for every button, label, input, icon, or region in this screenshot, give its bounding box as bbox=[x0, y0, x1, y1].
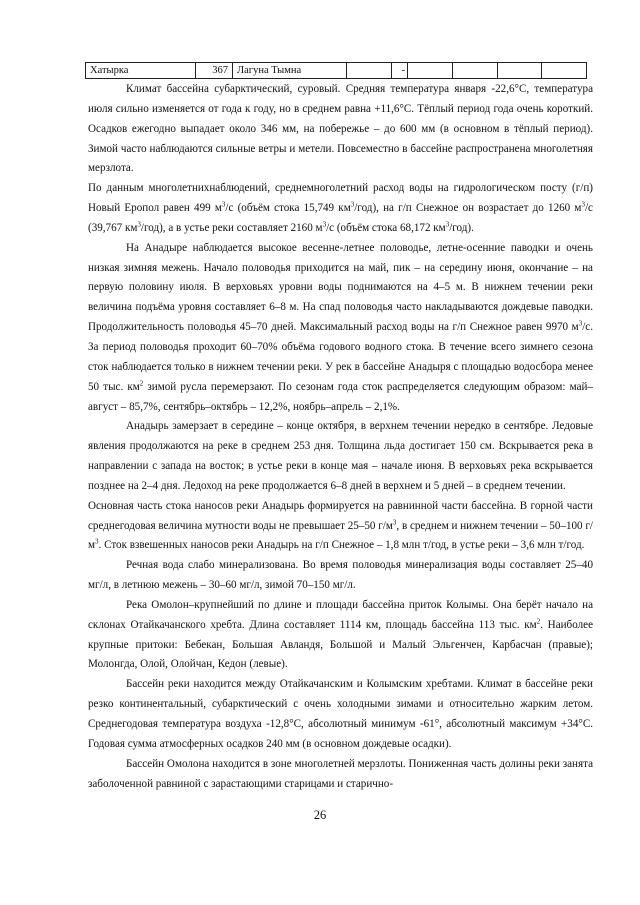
table-cell: - bbox=[391, 63, 407, 79]
paragraph: Основная часть стока наносов реки Анадырь формируется на равнинной части бассейна. В горной части среднегодовая величина мутности воды не превышает 25–50 $г/м^3$, в среднем и нижнем течении – 50–100 $г/м^3$. Сток взвешенных наносов реки Анадырь на г/п Снежное – 1,8 млн т/год, в устье реки – 3,6 млн т/год. bbox=[88, 499, 593, 552]
table-cell bbox=[408, 63, 453, 79]
body-text bbox=[88, 80, 593, 794]
paragraph: Бассейн Омолона находится в зоне многолетней мерзлоты. Пониженная часть долины реки занята заболоченной равниной с зарастающими старицами и старично- bbox=[88, 757, 593, 790]
paragraph: По данным многолетнихнаблюдений, среднемноголетний расход воды на гидрологическом посту (г/п) Новый Еропол равен 499 $м^3/с$ (объём стока 15,749 $км^3/год$), на г/п Снежное он возрастает до 1260 $м^3/с$ (39,767 $км^3/год$), а в устье реки составляет 2160 $м^3/с$ (объём стока 68,172 $км^3/год$). bbox=[88, 182, 593, 234]
paragraph: Река Омолон–крупнейший по длине и площади бассейна приток Колымы. Она берёт начало на склонах Отайкачанского хребта. Длина составляет 1114 км, площадь бассейна 113 тыс. $км^2$. Наиболее крупные притоки: Бебекан, Большая Авландя, Большой и Малый Эльгенчен, Карбасчан (правые); Молонгда, Олой, Олойчан, Кедон (левые). bbox=[88, 598, 593, 671]
paragraph: Речная вода слабо минерализована. Во время половодья минерализация воды составляет 25–40 мг/л, в летнюю межень – 30–60 мг/л, зимой 70–150 мг/л. bbox=[88, 559, 593, 592]
table-cell bbox=[497, 63, 542, 79]
paragraph: Бассейн реки находится между Отайкачанским и Колымским хребтами. Климат в бассейне реки резко континентальный, субарктический с очень холодными зимами и относительно жарким летом. Среднегодовая температура воздуха -12,8°С, абсолютный минимум -61°, абсолютный максимум +34°С. Годовая сумма атмосферных осадков 240 мм (в основном дождевые осадки). bbox=[88, 678, 593, 750]
table-row bbox=[86, 63, 587, 79]
paragraph: Климат бассейна субарктический, суровый. Средняя температура января -22,6°С, температура июля сильно изменяется от года к году, но в среднем равна +11,6°С. Тёплый период года очень короткий. Осадков ежегодно выпадает около 346 мм, на побережье – до 600 мм (в основном в тёплый период). Зимой часто наблюдаются сильные ветры и метели. Повсеместно в бассейне распространена многолетняя мерзлота. bbox=[88, 83, 593, 175]
data-table bbox=[85, 62, 587, 79]
paragraph: Анадырь замерзает в середине – конце октября, в верхнем течении нередко в сентябре. Ледовые явления продолжаются на реке в среднем 253 дня. Толщина льда достигает 150 см. Вскрывается река в направлении с запада на восток; в устье реки в конце мая – начале июня. В верховьях река вскрывается позднее на 2–4 дня. Ледоход на реке продолжается 6–8 дней в верхнем и 5 дней – в среднем течении. bbox=[88, 420, 593, 492]
table-cell: Хатырка bbox=[86, 63, 196, 79]
paragraph: На Анадыре наблюдается высокое весенне-летнее половодье, летне-осенние паводки и очень низкая зимняя межень. Начало половодья приходится на май, пик – на середину июня, окончание – на первую половину июля. В верховьях уровни воды поднимаются на 4–5 м. В нижнем течении реки величина подъёма уровня составляет 6–8 м. На спад половодья часто накладываются дождевые паводки. Продолжительность половодья 45–70 дней. Максимальный расход воды на г/п Снежное равен 9970 $м^3/с$. За период половодья проходит 60–70% объёма годового водного стока. В течение всего зимнего сезона сток наблюдается только в нижнем течении реки. У рек в бассейне Анадыря с площадью водосбора менее 50 тыс. $км^2$ зимой русла перемерзают. По сезонам года сток распределяется следующим образом: май–август – 85,7%, сентябрь–октябрь – 12,2%, ноябрь–апрель – 2,1%. bbox=[88, 241, 593, 413]
table-cell bbox=[347, 63, 392, 79]
table-cell bbox=[542, 63, 587, 79]
table-cell bbox=[452, 63, 497, 79]
table-cell: 367 bbox=[195, 63, 232, 79]
page-number: 26 bbox=[313, 808, 327, 822]
table-cell: Лагуна Тымна bbox=[233, 63, 347, 79]
